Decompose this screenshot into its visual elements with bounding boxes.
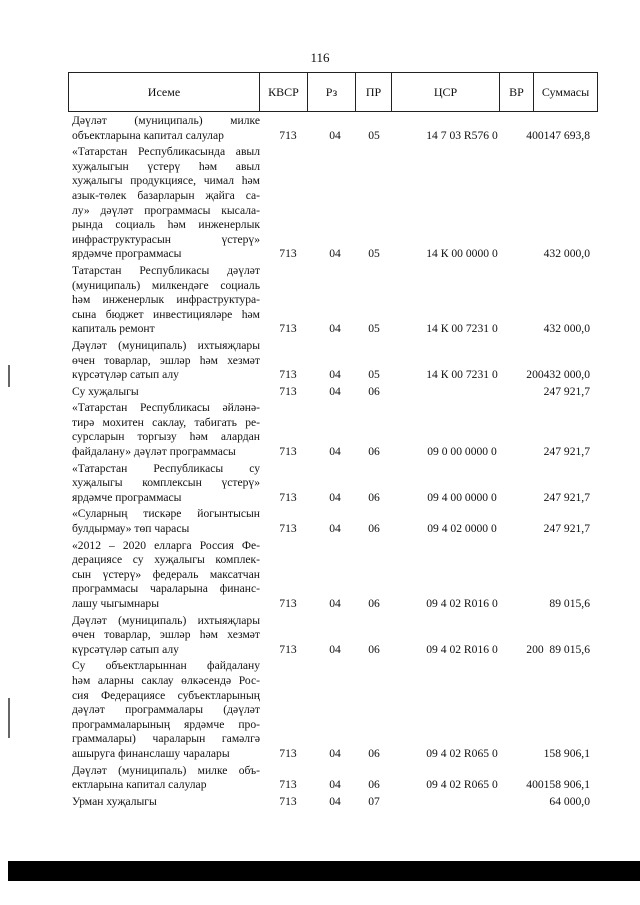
row-name-line: күрсәтүләр сатып алу	[72, 642, 179, 656]
row-name-line: капиталь ремонт	[72, 322, 155, 336]
row-name-line: сын үстерү» федераль максатчан	[72, 567, 260, 581]
row-csr: 14 К 00 7231 0	[426, 368, 498, 382]
table-row	[68, 114, 608, 143]
row-kvsr: 713	[279, 597, 297, 610]
row-rz: 04	[329, 522, 341, 536]
table-row	[68, 401, 608, 459]
scan-footer-bar	[8, 861, 640, 881]
header-csr: ЦСР	[391, 73, 499, 111]
row-sum: 432 000,0	[543, 247, 590, 261]
row-name-line: ашыруга финанслашу чаралары	[72, 746, 230, 760]
row-name	[68, 614, 260, 658]
row-pr: 06	[368, 490, 380, 504]
table-row	[68, 145, 608, 262]
table-header	[68, 72, 598, 112]
row-pr: 05	[368, 368, 380, 382]
row-name-line: һәм инженерлык инфраструктура-	[72, 293, 260, 307]
row-name	[68, 339, 260, 383]
row-name-line: рында социаль һәм инженерлык	[72, 218, 260, 232]
row-kvsr: 713	[279, 368, 297, 382]
header-kvsr: КВСР	[259, 73, 307, 111]
row-name-line: Дәүләт (муниципаль) ихтыяҗлары	[72, 338, 260, 352]
budget-table-body	[68, 114, 608, 811]
row-pr: 06	[368, 778, 380, 792]
row-name	[68, 462, 260, 506]
row-name	[68, 659, 260, 761]
row-name-line: Дәүләт (муниципаль) милке объ-	[72, 763, 260, 777]
row-rz: 04	[329, 445, 341, 459]
header-name: Исеме	[147, 85, 181, 99]
row-name-line: сурсларын торгызу һәм алардан	[72, 430, 260, 444]
row-pr: 06	[368, 445, 380, 459]
row-rz: 04	[329, 128, 341, 142]
row-name-line: объектларына капитал салулар	[72, 128, 224, 142]
row-name-line: «2012 – 2020 елларга Россия Фе-	[72, 538, 260, 552]
row-name-line: лу» дәүләт программасы кысала-	[72, 203, 260, 217]
row-kvsr: 713	[279, 322, 297, 336]
row-kvsr: 713	[279, 445, 297, 459]
row-name-line: файдалану» дәүләт программасы	[72, 445, 236, 459]
table-row	[68, 614, 608, 658]
row-name	[68, 401, 260, 459]
row-name-line: күрсәтүләр сатып алу	[72, 368, 179, 382]
scan-margin-mark	[8, 698, 10, 738]
row-pr: 06	[368, 384, 380, 398]
row-name-line: Су хуҗалыгы	[72, 384, 139, 398]
table-row	[68, 507, 608, 536]
row-name-line: программасы чараларына финанс-	[72, 582, 260, 596]
table-row	[68, 385, 608, 400]
row-name-line: ярдәмче программасы	[72, 490, 182, 504]
row-pr: 06	[368, 597, 380, 610]
row-name-line: хуҗалыгын үстерү һәм авыл	[72, 159, 260, 173]
row-csr: 14 К 00 7231 0	[426, 322, 498, 336]
row-name-line: Урман хуҗалыгы	[72, 794, 157, 808]
row-rz: 04	[329, 794, 341, 808]
row-csr: 09 4 00 0000 0	[427, 490, 497, 504]
row-rz: 04	[329, 322, 341, 336]
row-name-line: дәүләт программалары (дәүләт	[72, 703, 260, 717]
row-name-line: инфраструктурасын үстерү»	[72, 232, 260, 246]
row-rz: 04	[329, 368, 341, 382]
header-sum: Суммасы	[533, 73, 597, 111]
row-kvsr: 713	[279, 778, 297, 792]
row-csr: 09 4 02 R016 0	[426, 597, 498, 610]
row-pr: 06	[368, 522, 380, 536]
row-vr: 400	[526, 128, 544, 142]
row-name-line: программаларының ярдәмче про-	[72, 717, 260, 731]
row-rz: 04	[329, 642, 341, 656]
row-rz: 04	[329, 597, 341, 610]
table-row	[68, 339, 608, 383]
row-pr: 06	[368, 746, 380, 760]
row-rz: 04	[329, 746, 341, 760]
row-sum: 147 693,8	[543, 128, 590, 142]
row-pr: 06	[368, 642, 380, 656]
table-row	[68, 659, 608, 761]
row-kvsr: 713	[279, 746, 297, 760]
row-kvsr: 713	[279, 247, 297, 261]
row-sum: 432 000,0	[543, 322, 590, 336]
row-name	[68, 507, 260, 536]
row-name-line: тирә мохитен саклау, табигать ре-	[72, 415, 260, 429]
row-sum: 247 921,7	[543, 445, 590, 459]
row-sum: 432 000,0	[543, 368, 590, 382]
header-rz: Рз	[307, 73, 355, 111]
row-kvsr: 713	[279, 642, 297, 656]
row-name-line: Татарстан Республикасы дәүләт	[72, 263, 260, 277]
row-name-line: Су объектларыннан файдалану	[72, 659, 260, 673]
row-kvsr: 713	[279, 522, 297, 536]
row-pr: 07	[368, 794, 380, 808]
row-csr: 09 4 02 0000 0	[427, 522, 497, 536]
row-name-line: ярдәмче программасы	[72, 247, 182, 261]
row-name-line: «Суларның тискәре йогынтысын	[72, 507, 260, 521]
scan-margin-mark	[8, 365, 10, 387]
row-name-line: булдырмау» төп чарасы	[72, 522, 190, 536]
row-name	[68, 385, 260, 400]
row-kvsr: 713	[279, 794, 297, 808]
row-name-line: хуҗалыгы комплексын үстерү»	[72, 476, 260, 490]
row-csr: 14 7 03 R576 0	[426, 128, 498, 142]
row-name	[68, 264, 260, 337]
row-name-line: «Татарстан Республикасы әйләнә-	[72, 401, 260, 415]
row-rz: 04	[329, 247, 341, 261]
row-name-line: (муниципаль) милкендәге социаль	[72, 278, 260, 292]
row-sum: 247 921,7	[543, 522, 590, 536]
row-rz: 04	[329, 490, 341, 504]
row-vr: 200	[526, 642, 544, 656]
header-vr: ВР	[499, 73, 533, 111]
row-csr: 09 4 02 R016 0	[426, 642, 498, 656]
row-name-line: граммалары) чараларын гамәлгә	[72, 732, 260, 746]
row-name-line: азык-төлек базарларын җайга са-	[72, 188, 260, 202]
row-vr: 200	[526, 368, 544, 382]
row-sum: 158 906,1	[543, 746, 590, 760]
row-name-line: сия Федерациясе субъектларының	[72, 688, 260, 702]
row-name-line: «Татарстан Республикасы су	[72, 461, 260, 475]
row-sum: 247 921,7	[543, 384, 590, 398]
row-rz: 04	[329, 384, 341, 398]
row-name-line: өчен товарлар, эшләр һәм хезмәт	[72, 353, 260, 367]
row-vr: 400	[526, 778, 544, 792]
page-number: 116	[310, 50, 330, 65]
row-pr: 05	[368, 128, 380, 142]
row-name-line: сына бюджет инвестицияләре һәм	[72, 307, 260, 321]
row-name-line: лашу чыгымнары	[72, 597, 159, 610]
row-name	[68, 145, 260, 262]
table-row	[68, 539, 608, 612]
row-name	[68, 764, 260, 793]
row-name-line: ектларына капитал салулар	[72, 778, 207, 792]
row-name	[68, 114, 260, 143]
row-sum: 89 015,6	[549, 597, 590, 610]
row-kvsr: 713	[279, 490, 297, 504]
row-name	[68, 539, 260, 612]
row-kvsr: 713	[279, 128, 297, 142]
row-rz: 04	[329, 778, 341, 792]
row-sum: 64 000,0	[549, 794, 590, 808]
table-row	[68, 795, 608, 810]
table-row	[68, 264, 608, 337]
row-csr: 09 4 02 R065 0	[426, 746, 498, 760]
row-name-line: хуҗалыгы продукциясе, чимал һәм	[72, 174, 260, 188]
table-row	[68, 462, 608, 506]
row-name-line: дерациясе су хуҗалыгы комплек-	[72, 553, 260, 567]
row-sum: 247 921,7	[543, 490, 590, 504]
row-name-line: өчен товарлар, эшләр һәм хезмәт	[72, 628, 260, 642]
header-pr: ПР	[355, 73, 391, 111]
row-csr: 09 4 02 R065 0	[426, 778, 498, 792]
row-name-line: Дәүләт (муниципаль) ихтыяҗлары	[72, 613, 260, 627]
row-sum: 158 906,1	[543, 778, 590, 792]
row-pr: 05	[368, 322, 380, 336]
row-csr: 09 0 00 0000 0	[427, 445, 497, 459]
row-name-line: Дәүләт (муниципаль) милке	[72, 114, 260, 127]
row-kvsr: 713	[279, 384, 297, 398]
row-sum: 89 015,6	[549, 642, 590, 656]
table-row	[68, 764, 608, 793]
row-pr: 05	[368, 247, 380, 261]
row-csr: 14 К 00 0000 0	[426, 247, 498, 261]
row-name-line: һәм аларны саклау өлкәсендә Рос-	[72, 673, 260, 687]
row-name	[68, 795, 260, 810]
row-name-line: «Татарстан Республикасында авыл	[72, 145, 260, 159]
